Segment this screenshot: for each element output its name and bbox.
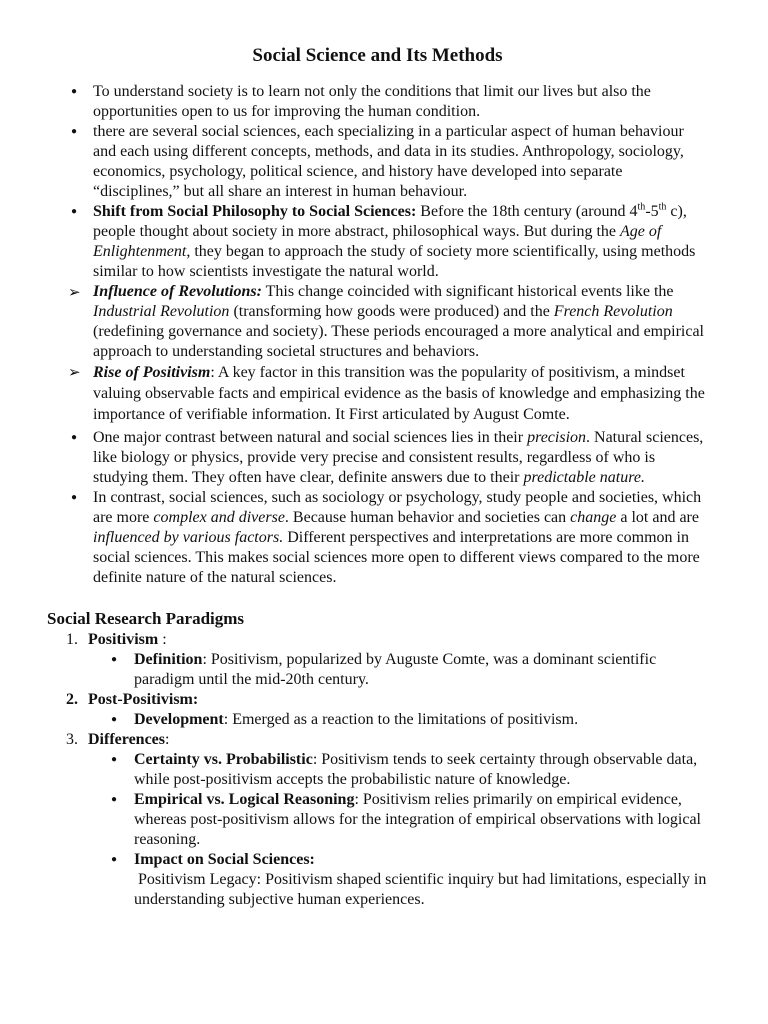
list-item (47, 82, 708, 122)
list-item: ● Certainty vs. Probabilistic: Positivism tends to seek certainty through observable data, while post-positivism accepts the probabilistic nature of knowledge. (111, 751, 698, 788)
sub-bullet-list (88, 710, 708, 730)
list-item (47, 122, 708, 202)
list-item: ➢ Influence of Revolutions: This change coincided with significant historical events like the Industrial Revolution (transforming how goods were produced) and the French Revolution (redefining governance and society). These periods encouraged a more analytical and empirical approach to understanding societal structures and behaviors. (68, 283, 704, 360)
arrow-bullet-icon: ➢ (68, 283, 81, 301)
list-item: ➢ Rise of Positivism: A key factor in this transition was the popularity of positivism, a mindset valuing observable facts and empirical evidence as the basis of knowledge and emphasizing the importance of verifiable information. It First articulated by August Comte. (68, 363, 705, 423)
list-item: ● One major contrast between natural and social sciences lies in their precision. Natural sciences, like biology or physics, provide very precise and consistent results, regardless of who is studying them. They often have clear, definite answers due to their predictable nature. (71, 429, 704, 486)
bullet-dot-icon: ● (71, 432, 78, 443)
bullet-dot-icon: ● (111, 714, 118, 725)
intro-bullet-list (47, 82, 708, 588)
item-title: Positivism (88, 631, 159, 648)
list-item: ● In contrast, social sciences, such as sociology or psychology, study people and societies, which are more complex and diverse. Because human behavior and societies can change a lot and are influenced by various factors. Different perspectives and interpretations are more common in social sciences. This makes social sciences more open to different views compared to the more definite nature of the natural sciences. (71, 489, 702, 586)
page-title: Social Science and Its Methods (252, 45, 503, 66)
bullet-dot-icon: ● (111, 794, 118, 805)
bold-lead: Shift from Social Philosophy to Social Sciences: (93, 203, 417, 220)
legacy-text: Positivism Legacy: Positivism shaped scientific inquiry but had limitations, especially in understanding subjective human experiences. (134, 871, 707, 908)
bold-italic-lead: Influence of Revolutions: (93, 283, 262, 300)
item-number: 2. (66, 691, 78, 708)
bullet-dot-icon: ● (111, 654, 118, 665)
section-heading: Social Research Paradigms (47, 609, 245, 628)
item-title: Differences (88, 731, 165, 748)
sub-bullet-list (88, 650, 708, 690)
sub-bullet-list (88, 750, 708, 910)
item-number: 3. (66, 731, 78, 748)
bold-italic-lead: Rise of Positivism (93, 364, 211, 381)
bullet-dot-icon: ● (71, 86, 78, 97)
paradigm-list (47, 630, 708, 910)
item-number: 1. (66, 631, 78, 648)
bullet-dot-icon: ● (71, 126, 78, 137)
bullet-dot-icon: ● (71, 492, 78, 503)
bullet-dot-icon: ● (111, 854, 118, 865)
list-item: 1. Positivism : ● Definition: Positivism, popularized by Auguste Comte, was a dominant scientific paradigm until the mid-20th century. (47, 630, 708, 690)
bullet-text: there are several social sciences, each specializing in a particular aspect of human behaviour and each using different concepts, methods, and data in its studies. Anthropology, sociology, economics, psychology, political science, and history have developed into separate “disciplines,” but all share an interest in human behaviour. (93, 123, 684, 200)
list-item: ● Shift from Social Philosophy to Social Sciences: Before the 18th century (around 4th-5th c), people thought about society in more abstract, philosophical ways. But during the Age of Enlightenment, they began to approach the study of society more scientifically, using methods similar to how scientists investigate the natural world. (71, 201, 696, 280)
item-title: Post-Positivism: (88, 691, 199, 708)
bullet-dot-icon: ● (111, 754, 118, 765)
list-item: 3. Differences: ● Certainty vs. Probabilistic: Positivism tends to seek certainty through observable data, while post-positivism accepts the probabilistic nature of knowledge. ● Empirical vs. Logical Reasoning: Positivism relies primarily on empirical evidence, whereas post-positivism allows for the integration of empirical observations with logical reasoning. ● Impact on Social Sciences: Positivism Legacy: Positivism shaped scientific inquiry but had limitations, especially in understanding subjective human experiences. (66, 731, 707, 908)
list-item: ● Definition: Positivism, popularized by Auguste Comte, was a dominant scientific paradigm until the mid-20th century. (111, 651, 657, 688)
bullet-dot-icon: ● (71, 206, 78, 217)
list-item: ● Impact on Social Sciences: Positivism Legacy: Positivism shaped scientific inquiry but had limitations, especially in understanding subjective human experiences. (111, 851, 707, 908)
list-item: ● Development: Emerged as a reaction to the limitations of positivism. (111, 711, 579, 728)
list-item (47, 690, 708, 730)
list-item: ● Empirical vs. Logical Reasoning: Positivism relies primarily on empirical evidence, whereas post-positivism allows for the integration of empirical observations with logical reasoning. (111, 791, 701, 848)
bullet-text: To understand society is to learn not only the conditions that limit our lives but also the opportunities open to us for improving the human condition. (93, 83, 651, 120)
arrow-bullet-icon: ➢ (68, 363, 81, 381)
